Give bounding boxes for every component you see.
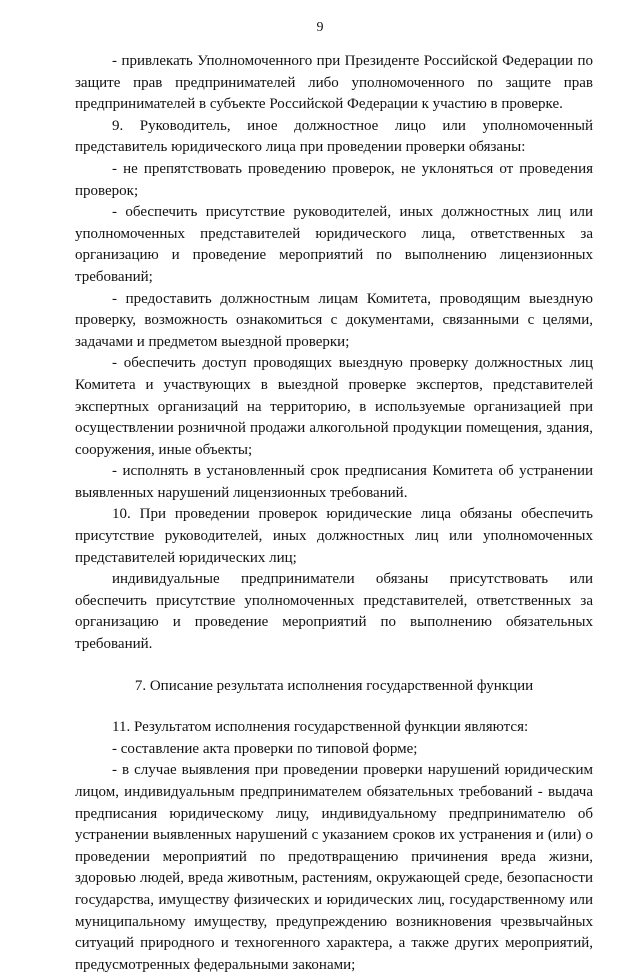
section-heading: 7. Описание результата исполнения государственной функции bbox=[134, 677, 534, 694]
paragraph-execute-orders: - исполнять в установленный срок предписания Комитета об устранении выявленных нарушений лицензионных требований. bbox=[75, 463, 593, 501]
paragraph-no-obstruction: - не препятствовать проведению проверок, не уклоняться от проведения проверок; bbox=[75, 160, 593, 199]
document-body bbox=[75, 51, 593, 976]
paragraph-provide-access: - обеспечить доступ проводящих выездную проверку должностных лиц Комитета и участвующих в выездной проверке экспертов, представителей экспертных организаций на территорию, в используемые организацией при осуществлении розничной продажи алкогольной продукции помещения, здания, сооружения, иные объекты; bbox=[75, 355, 593, 458]
page-number: 9 bbox=[316, 20, 324, 35]
paragraph-inspection-act: - составление акта проверки по типовой форме; bbox=[112, 740, 418, 757]
paragraph-ensure-presence: - обеспечить присутствие руководителей, иных должностных лиц или уполномоченных представителей юридического лица, ответственных за организацию и проведение мероприятий по выполнению лицензионных требований; bbox=[75, 204, 593, 285]
paragraph-entrepreneurs: индивидуальные предприниматели обязаны присутствовать или обеспечить присутствие уполномоченных представителей, ответственных за организацию и проведение мероприятий по выполнению обязательных требований. bbox=[75, 571, 593, 653]
paragraph-10-legal-entities: 10. При проведении проверок юридические лица обязаны обеспечить присутствие руководителей, иных должностных лиц или уполномоченных представителей юридических лиц; bbox=[75, 506, 593, 566]
paragraph-ombudsman: - привлекать Уполномоченного при Президенте Российской Федерации по защите прав предпринимателей либо уполномоченного по защите прав предпринимателей в субъекте Российской Федерации к участию в проверке. bbox=[75, 53, 593, 113]
paragraph-11-results: 11. Результатом исполнения государственной функции являются: bbox=[112, 719, 529, 736]
paragraph-9-obligations: 9. Руководитель, иное должностное лицо или уполномоченный представитель юридического лица при проведении проверки обязаны: bbox=[75, 117, 593, 156]
paragraph-issue-order: - в случае выявления при проведении проверки нарушений юридическим лицом, индивидуальным предпринимателем обязательных требований - выдача предписания юридическому лицу, индивидуальному предпринимателю об устранении выявленных нарушений с указанием сроков их устранения и (или) о проведении мероприятий по предотвращению причинения вреда жизни, здоровью людей, вреда животным, растениям, окружающей среде, безопасности государства, имуществу физических и юридических лиц, государственному или муниципальному имуществу, предупреждению возникновения чрезвычайных ситуаций природного и техногенного характера, а также других мероприятий, предусмотренных федеральными законами; bbox=[75, 762, 593, 973]
paragraph-provide-documents: - предоставить должностным лицам Комитета, проводящим выездную проверку, возможность ознакомиться с документами, связанными с целями, задачами и предметом выездной проверки; bbox=[75, 290, 593, 350]
